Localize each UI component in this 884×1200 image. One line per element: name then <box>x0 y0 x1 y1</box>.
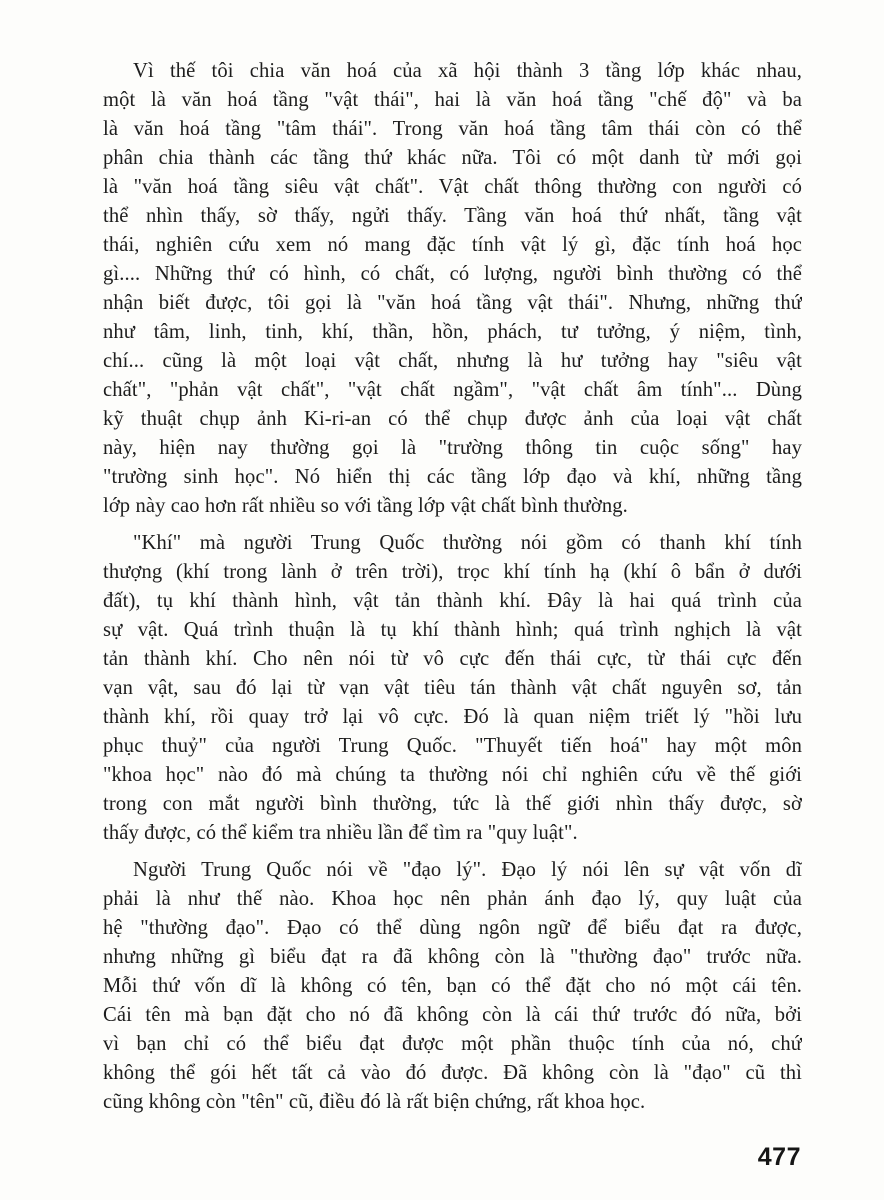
text-line: "Khí" mà người Trung Quốc thường nói gồm có thanh khí tính <box>133 532 802 554</box>
text-line: cũng không còn "tên" cũ, điều đó là rất biện chứng, rất khoa học. <box>103 1091 646 1113</box>
paragraph <box>103 57 802 521</box>
text-line: "trường sinh học". Nó hiển thị các tầng lớp đạo và khí, những tầng <box>103 466 802 488</box>
page-number: 477 <box>757 1143 801 1171</box>
text-line: như tâm, linh, tinh, khí, thần, hồn, phách, tư tưởng, ý niệm, tình, <box>103 321 802 343</box>
text-line: sự vật. Quá trình thuận là tụ khí thành hình; quá trình nghịch là vật <box>103 619 802 641</box>
text-line: Cái tên mà bạn đặt cho nó đã không còn là cái thứ trước đó nữa, bởi <box>103 1004 802 1026</box>
text-line: phải là như thế nào. Khoa học nên phản ánh đạo lý, quy luật của <box>103 888 802 910</box>
text-line: gì.... Những thứ có hình, có chất, có lượng, người bình thường có thể <box>103 263 802 285</box>
text-line: thành khí, rồi quay trở lại vô cực. Đó là quan niệm triết lý "hồi lưu <box>103 706 802 728</box>
text-line: một là văn hoá tầng "vật thái", hai là văn hoá tầng "chế độ" và ba <box>103 89 802 111</box>
text-line: thể nhìn thấy, sờ thấy, ngửi thấy. Tầng văn hoá thứ nhất, tầng vật <box>103 205 802 227</box>
text-line: thấy được, có thể kiểm tra nhiều lần để tìm ra "quy luật". <box>103 822 578 844</box>
text-line: trong con mắt người bình thường, tức là thế giới nhìn thấy được, sờ <box>103 793 802 815</box>
text-line: phân chia thành các tầng thứ khác nữa. Tôi có một danh từ mới gọi <box>103 147 802 169</box>
text-line: kỹ thuật chụp ảnh Ki-ri-an có thể chụp được ảnh của loại vật chất <box>103 408 802 430</box>
text-line: chí... cũng là một loại vật chất, nhưng là hư tưởng hay "siêu vật <box>103 350 802 372</box>
paragraph <box>103 856 802 1117</box>
text-line: này, hiện nay thường gọi là "trường thông tin cuộc sống" hay <box>103 437 802 459</box>
text-line: hệ "thường đạo". Đạo có thể dùng ngôn ngữ để biểu đạt ra được, <box>103 917 802 939</box>
text-line: là văn hoá tầng "tâm thái". Trong văn hoá tầng tâm thái còn có thể <box>103 118 802 140</box>
text-line: thượng (khí trong lành ở trên trời), trọc khí tính hạ (khí ô bẩn ở dưới <box>103 561 802 583</box>
text-line: lớp này cao hơn rất nhiều so với tầng lớp vật chất bình thường. <box>103 495 628 517</box>
text-line: Vì thế tôi chia văn hoá của xã hội thành 3 tầng lớp khác nhau, <box>133 60 802 82</box>
text-line: "khoa học" nào đó mà chúng ta thường nói chỉ nghiên cứu về thế giới <box>103 764 802 786</box>
text-line: tản thành khí. Cho nên nói từ vô cực đến thái cực, từ thái cực đến <box>103 648 802 670</box>
text-line: nhận biết được, tôi gọi là "văn hoá tầng vật thái". Nhưng, những thứ <box>103 292 802 314</box>
text-line: thái, nghiên cứu xem nó mang đặc tính vật lý gì, đặc tính hoá học <box>103 234 802 256</box>
text-line: phục thuỷ" của người Trung Quốc. "Thuyết tiến hoá" hay một môn <box>103 735 802 757</box>
text-line: nhưng những gì biểu đạt ra đã không còn là "thường đạo" trước nữa. <box>103 946 802 968</box>
text-line: Người Trung Quốc nói về "đạo lý". Đạo lý nói lên sự vật vốn dĩ <box>133 859 802 881</box>
text-line: vì bạn chỉ có thể biểu đạt được một phần thuộc tính của nó, chứ <box>103 1033 802 1055</box>
text-line: không thể gói hết tất cả vào đó được. Đã không còn là "đạo" cũ thì <box>103 1062 802 1084</box>
text-line: là "văn hoá tầng siêu vật chất". Vật chất thông thường con người có <box>103 176 802 198</box>
text-line: vạn vật, sau đó lại từ vạn vật tiêu tán thành vật chất nguyên sơ, tản <box>103 677 802 699</box>
text-line: đất), tụ khí thành hình, vật tản thành khí. Đây là hai quá trình của <box>103 590 802 612</box>
text-line: chất", "phản vật chất", "vật chất ngầm", "vật chất âm tính"... Dùng <box>103 379 802 401</box>
paragraph <box>103 529 802 848</box>
text-line: Mỗi thứ vốn dĩ là không có tên, bạn có thể đặt cho nó một cái tên. <box>103 975 802 997</box>
text-column <box>103 57 802 1117</box>
